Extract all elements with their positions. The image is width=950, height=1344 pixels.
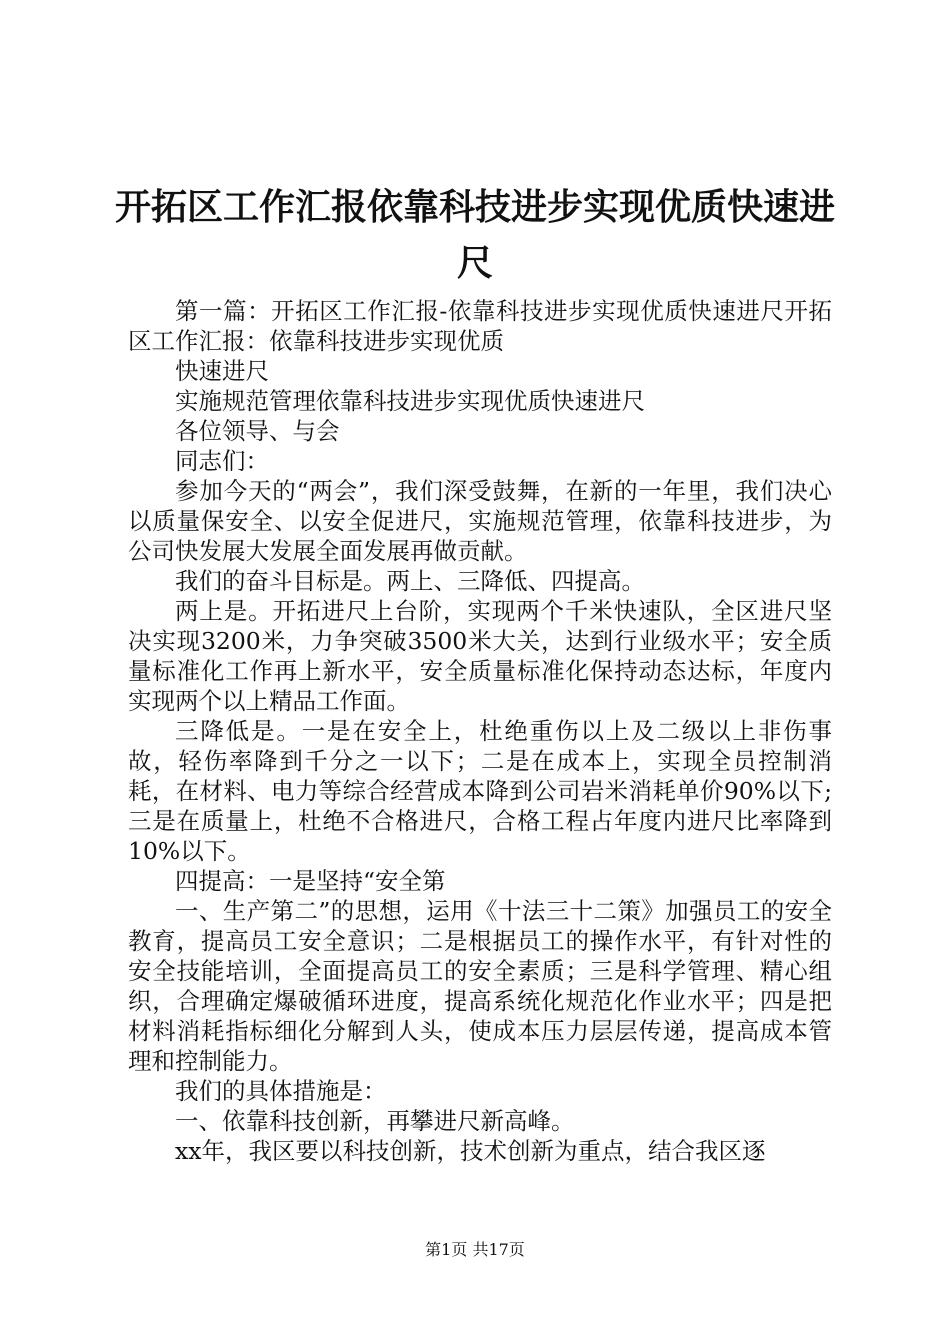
paragraph: 参加今天的“两会”，我们深受鼓舞，在新的一年里，我们决心以质量保安全、以安全促进尺，实施规范管理，依靠科技进步，为公司快发展大发展全面发展再做贡献。 bbox=[128, 477, 832, 565]
document-body bbox=[128, 296, 832, 1166]
page-footer: 第1页 共17页 bbox=[425, 1240, 525, 1259]
paragraph: 四提高：一是坚持“安全第 bbox=[175, 867, 446, 895]
document-title: 开拓区工作汇报依靠科技进步实现优质快速进尺 bbox=[114, 187, 835, 284]
paragraph: 三降低是。一是在安全上，杜绝重伤以上及二级以上非伤事故，轻伤率降到千分之一以下；二是在成本上，实现全员控制消耗，在材料、电力等综合经营成本降到公司岩米消耗单价90%以下;三是在质量上，杜绝不合格进尺，合格工程占年度内进尺比率降到10%以下。 bbox=[128, 717, 832, 865]
paragraph: 快速进尺 bbox=[175, 357, 269, 385]
paragraph: 我们的奋斗目标是。两上、三降低、四提高。 bbox=[175, 567, 645, 595]
paragraph: 同志们： bbox=[175, 447, 269, 475]
paragraph: 第一篇：开拓区工作汇报-依靠科技进步实现优质快速进尺开拓区工作汇报：依靠科技进步实现优质 bbox=[128, 297, 832, 355]
paragraph: 我们的具体措施是： bbox=[175, 1077, 387, 1105]
paragraph: 两上是。开拓进尺上台阶，实现两个千米快速队，全区进尺坚决实现3200米，力争突破3500米大关，达到行业级水平；安全质量标准化工作再上新水平，安全质量标准化保持动态达标，年度内实现两个以上精品工作面。 bbox=[128, 597, 832, 715]
paragraph: 各位领导、与会 bbox=[175, 417, 340, 445]
paragraph: xx年，我区要以科技创新，技术创新为重点，结合我区逐 bbox=[175, 1137, 766, 1165]
paragraph: 一、生产第二”的思想，运用《十法三十二策》加强员工的安全教育，提高员工安全意识；二是根据员工的操作水平，有针对性的安全技能培训，全面提高员工的安全素质；三是科学管理、精心组织，合理确定爆破循环进度，提高系统化规范化作业水平；四是把材料消耗指标细化分解到人头，使成本压力层层传递，提高成本管理和控制能力。 bbox=[128, 897, 832, 1075]
paragraph: 实施规范管理依靠科技进步实现优质快速进尺 bbox=[175, 387, 645, 415]
paragraph: 一、依靠科技创新，再攀进尺新高峰。 bbox=[175, 1107, 575, 1135]
